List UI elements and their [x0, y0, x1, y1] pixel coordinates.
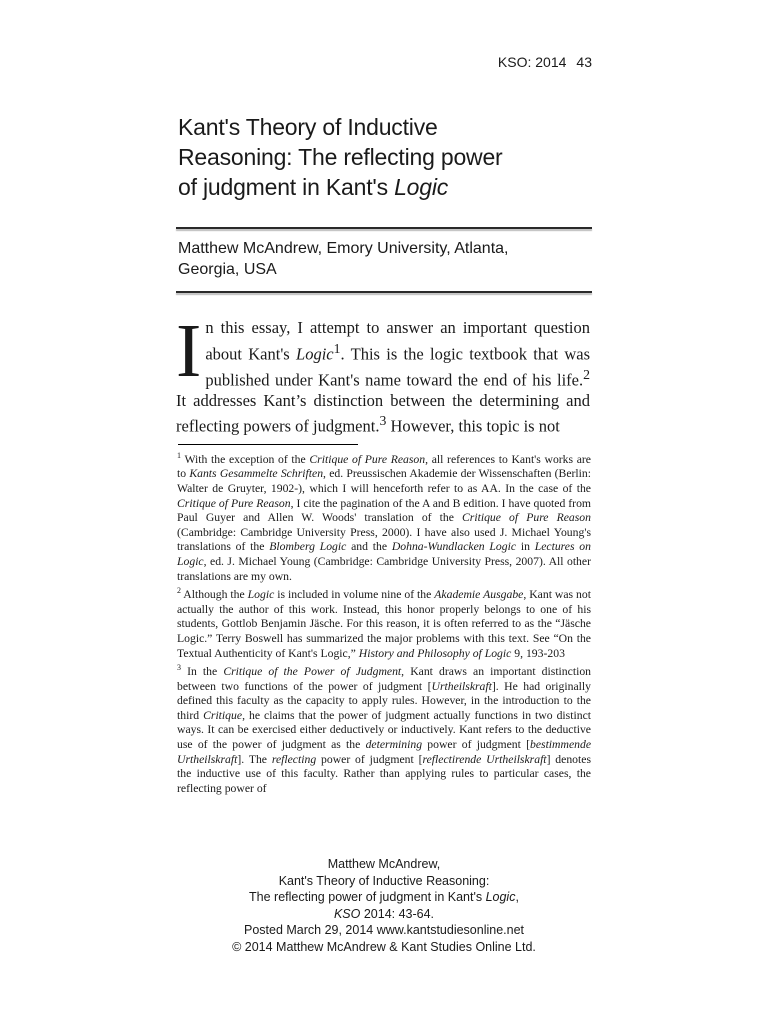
- body-paragraph: [176, 309, 590, 437]
- footnote-2-number: 2: [177, 586, 181, 596]
- title-divider: [176, 227, 592, 229]
- page-number: 43: [576, 54, 592, 70]
- footnotes: [177, 449, 591, 796]
- running-header: [498, 54, 592, 70]
- title-line-3: of judgment in Kant's: [178, 174, 395, 200]
- citation-title-2: The reflecting power of judgment in Kant's Logic,: [249, 890, 519, 904]
- citation-posted: Posted March 29, 2014 www.kantstudiesonline.net: [243, 923, 525, 937]
- citation-title-1: Kant's Theory of Inductive Reasoning:: [278, 873, 490, 888]
- footnote-3: $^3$ In the Critique of the Power of Judgment, Kant draws an important distinction between two functions of the power of judgment [Urtheilskraft]. He had originally defined this faculty as the capacity to apply rules. However, in the introduction to the third Critique, he claims that the power of judgment actually functions in two distinct ways. It can be exercised either deductively or inductively. Kant refers to the deductive use of the power of judgment as the determining power of judgment [bestimmende Urtheilskraft]. The reflecting power of judgment [reflectirende Urtheilskraft] denotes the inductive use of this faculty. Rather than applying rules to particular cases, the reflecting power of: [177, 663, 592, 795]
- body-sentence-4: However, this topic is not: [386, 416, 560, 436]
- footnote-ref-1[interactable]: 1: [333, 340, 341, 356]
- footnote-ref-3[interactable]: 3: [379, 413, 387, 428]
- author-divider: [176, 291, 592, 293]
- footnote-ref-2[interactable]: 2: [583, 366, 590, 382]
- footnote-2: $^2$ Although the Logic is included in volume nine of the Akademie Ausgabe, Kant was not actually the author of this work. Instead, this honor properly belongs to one of his students, Gottlob Benjamin Jäsche. For this reason, it is often referred to as the “Jäsche Logic.” Terry Boswell has summarized the major problems with this text. See “On the Textual Authenticity of Kant's Logic,” History and Philosophy of Logic 9, 193-203: [177, 586, 591, 660]
- citation-author: Matthew McAndrew,: [327, 857, 441, 871]
- author-line-2: Georgia, USA: [178, 261, 277, 278]
- citation-copyright: © 2014 Matthew McAndrew & Kant Studies Online Ltd.: [232, 939, 536, 954]
- citation-block: [0, 856, 768, 955]
- journal-label: KSO: 2014: [497, 54, 567, 70]
- title-line-1: Kant's Theory of Inductive: [178, 114, 438, 140]
- author-line-1: Matthew McAndrew, Emory University, Atlanta,: [178, 240, 509, 257]
- title-logic: Logic: [394, 174, 449, 200]
- body-logic: Logic: [296, 344, 334, 363]
- footnote-3-number: 3: [177, 663, 181, 673]
- body-sentence-1: n this essay, I attempt to answer an important question about Kant's: [205, 318, 590, 363]
- body-sentence-3: It addresses Kant’s distinction between the determining and reflecting powers of judgment.: [176, 390, 590, 436]
- footnote-separator: [178, 444, 358, 445]
- drop-cap: I: [176, 309, 202, 393]
- footnote-1: $^1$ With the exception of the Critique of Pure Reason, all references to Kant's works are to Kants Gesammelte Schriften, ed. Preussischen Akademie der Wissenschaften (Berlin: Walter de Gruyter, 1902-), which I will henceforth refer to as AA. In the case of the Critique of Pure Reason, I cite the pagination of the A and B edition. I have quoted from Paul Guyer and Allen W. Woods' translation of the Critique of Pure Reason (Cambridge: Cambridge University Press, 2000). I have also used J. Michael Young's translations of the Blomberg Logic and the Dohna-Wundlacken Logic in Lectures on Logic, ed. J. Michael Young (Cambridge: Cambridge University Press, 2007). All other translations are my own.: [177, 451, 592, 583]
- title-line-2: Reasoning: The reflecting power: [178, 144, 503, 170]
- author-affiliation: [178, 238, 578, 280]
- citation-journal: KSO 2014: 43-64.: [333, 906, 435, 921]
- body-sentence-2: . This is the logic textbook that was published under Kant's name toward the end of his life.: [205, 344, 590, 389]
- article-title: [178, 112, 598, 202]
- footnote-1-number: 1: [177, 451, 181, 460]
